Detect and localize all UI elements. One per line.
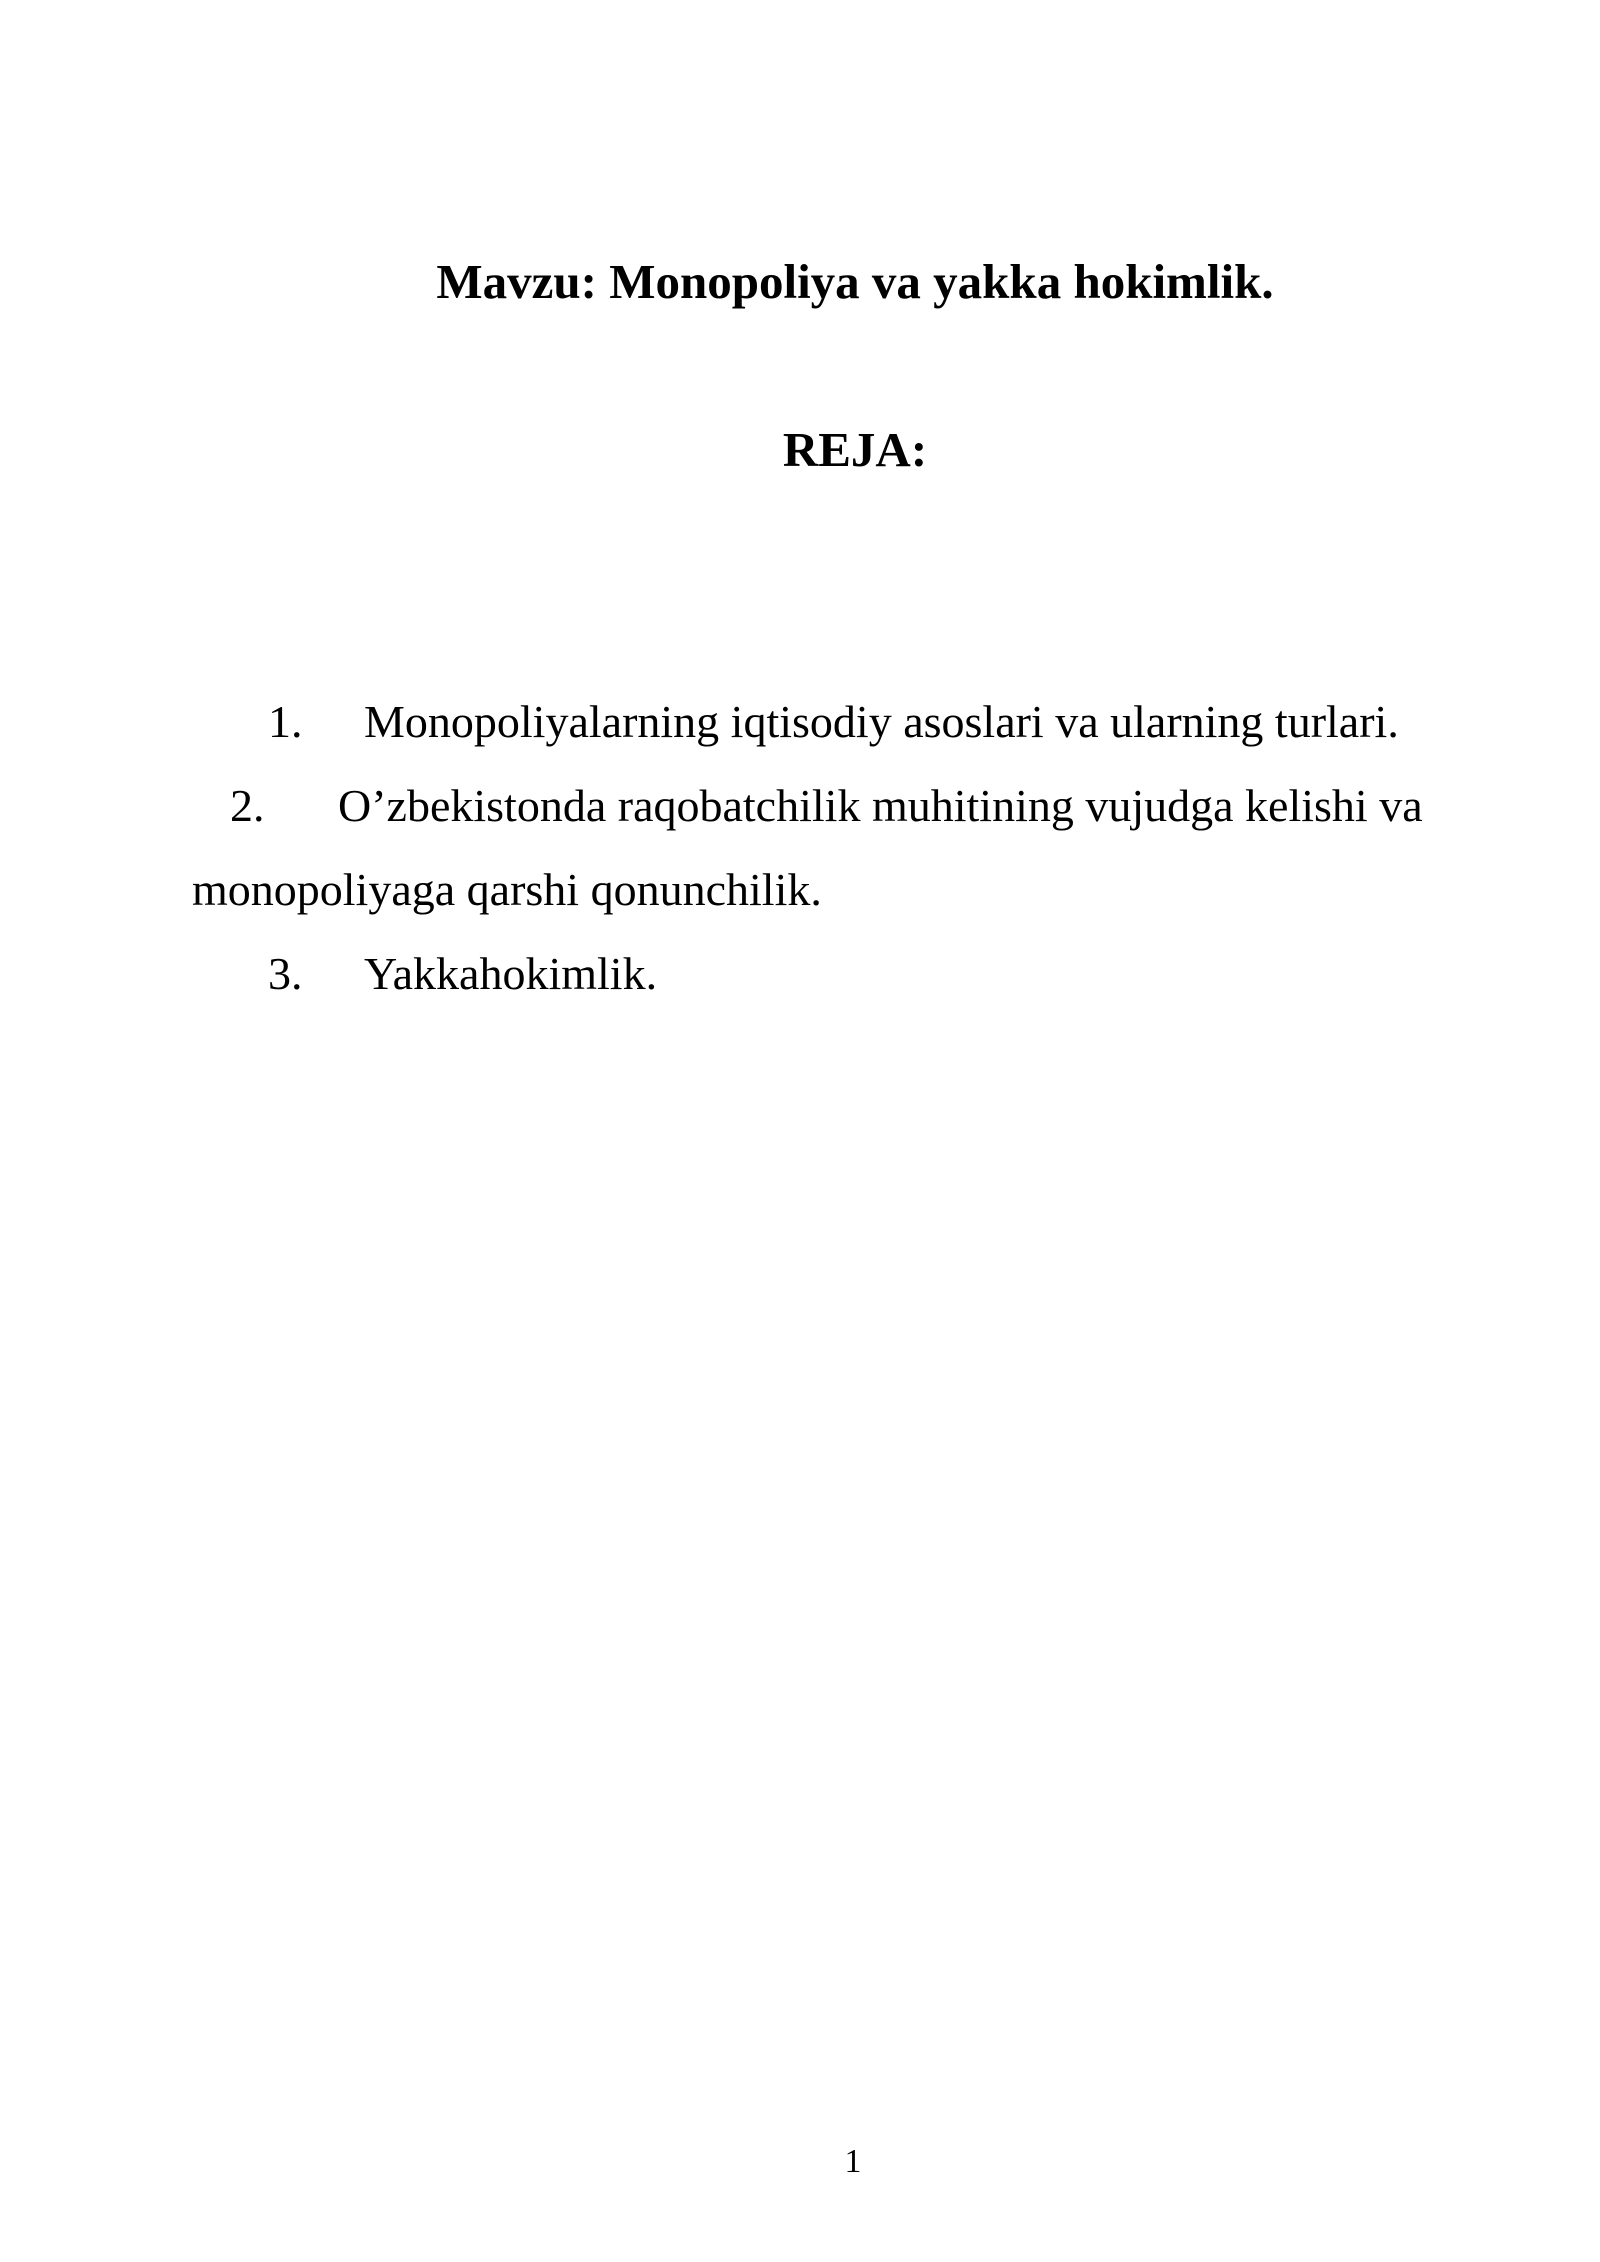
page-title: Mavzu: Monopoliya va yakka hokimlik. (436, 254, 1274, 309)
plan-item-3 (230, 932, 1460, 1016)
plan-item-number: 2. (230, 780, 265, 831)
plan-item-text: Monopoliyalarning iqtisodiy asoslari va ularning turlari. (364, 696, 1399, 747)
plan-item-text: O’zbekistonda raqobatchilik muhitining vujudga kelishi va monopoliyaga qarshi qonunchilik. (192, 780, 1423, 915)
plan-list (192, 680, 1460, 1016)
plan-item-text: Yakkahokimlik. (364, 948, 658, 999)
plan-heading: REJA: (782, 422, 928, 477)
plan-item-1 (230, 680, 1460, 764)
plan-item-2 (192, 764, 1460, 932)
plan-item-number: 1. (268, 696, 303, 747)
plan-item-number: 3. (268, 948, 303, 999)
page-number: 1 (844, 2143, 862, 2180)
